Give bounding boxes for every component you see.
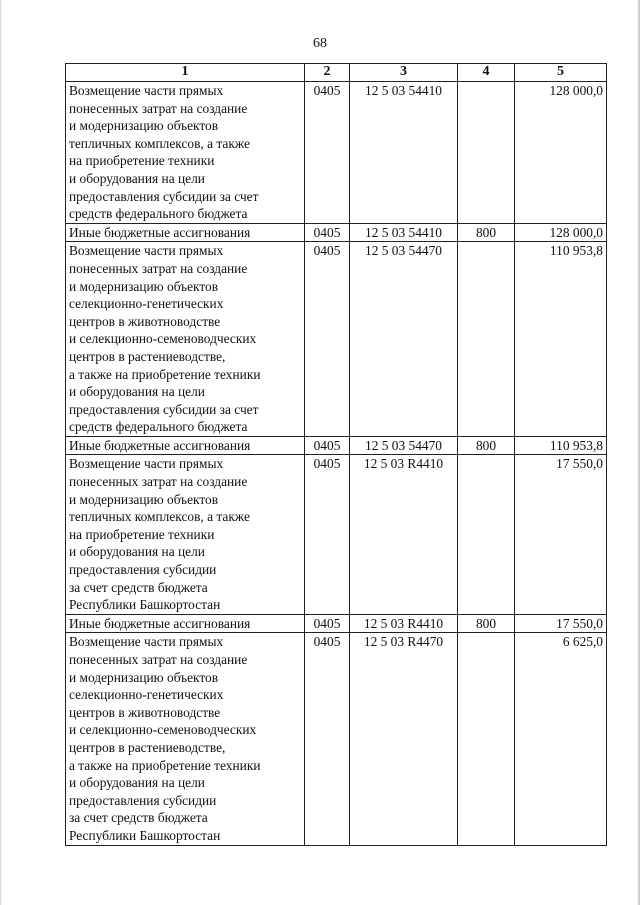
name-line: центров в животноводстве [69,704,221,720]
name-line: Возмещение части прямых [69,243,224,259]
header-col-4: 4 [458,64,515,82]
cell-amount: 128 000,0 [515,223,607,242]
name-line: тепличных комплексов, а также [69,135,250,151]
name-line: центров в растениеводстве, [69,739,226,755]
name-line: предоставления субсидии за счет [69,188,259,204]
cell-section: 0405 [305,455,350,614]
cell-amount: 17 550,0 [515,614,607,633]
name-line: центров в животноводстве [69,313,221,329]
cell-article: 12 5 03 54410 [350,223,458,242]
name-line: и модернизацию объектов [69,491,219,507]
name-line: на приобретение техники [69,526,215,542]
table-row [66,82,607,224]
name-line: тепличных комплексов, а также [69,509,250,525]
table-row [66,633,607,845]
table-row [66,223,607,242]
name-line: Республики Башкортостан [69,597,221,613]
name-line: Возмещение части прямых [69,456,224,472]
table-row [66,436,607,455]
name-line: и оборудования на цели [69,544,205,560]
name-line: Иные бюджетные ассигнования [69,224,251,240]
cell-section: 0405 [305,614,350,633]
name-line: понесенных затрат на создание [69,260,248,276]
cell-amount: 6 625,0 [515,633,607,845]
name-line: Иные бюджетные ассигнования [69,615,251,631]
page-number: 68 [313,36,327,51]
name-line: на приобретение техники [69,153,215,169]
cell-expense-type [458,242,515,437]
table-row [66,242,607,437]
name-line: средств федерального бюджета [69,419,248,435]
table-row [66,614,607,633]
name-line: и модернизацию объектов [69,118,219,134]
name-line: за счет средств бюджета [69,579,208,595]
scan-edge-left [0,0,2,905]
name-line: и модернизацию объектов [69,669,219,685]
cell-amount: 128 000,0 [515,82,607,224]
header-col-1: 1 [66,64,305,82]
cell-section: 0405 [305,223,350,242]
name-line: предоставления субсидии [69,792,217,808]
name-line: селекционно-генетических [69,296,224,312]
cell-article: 12 5 03 54470 [350,242,458,437]
header-col-5: 5 [515,64,607,82]
cell-name [66,436,305,455]
cell-section: 0405 [305,633,350,845]
name-line: понесенных затрат на создание [69,100,248,116]
cell-section: 0405 [305,436,350,455]
cell-expense-type: 800 [458,436,515,455]
cell-article: 12 5 03 R4410 [350,455,458,614]
name-line: и модернизацию объектов [69,278,219,294]
name-line: и селекционно-семеноводческих [69,722,257,738]
name-line: Возмещение части прямых [69,83,224,98]
name-line: и оборудования на цели [69,170,205,186]
name-line: центров в растениеводстве, [69,348,226,364]
cell-expense-type [458,82,515,224]
name-line: понесенных затрат на создание [69,474,248,490]
cell-section: 0405 [305,242,350,437]
name-line: Возмещение части прямых [69,634,224,650]
name-line: за счет средств бюджета [69,810,208,826]
cell-name [66,223,305,242]
name-line: Республики Башкортостан [69,827,221,843]
cell-name [66,633,305,845]
cell-article: 12 5 03 R4410 [350,614,458,633]
cell-expense-type: 800 [458,223,515,242]
cell-article: 12 5 03 R4470 [350,633,458,845]
cell-amount: 110 953,8 [515,242,607,437]
cell-name [66,242,305,437]
cell-expense-type: 800 [458,614,515,633]
name-line: предоставления субсидии [69,562,217,578]
cell-amount: 110 953,8 [515,436,607,455]
name-line: и селекционно-семеноводческих [69,331,257,347]
name-line: а также на приобретение техники [69,757,261,773]
cell-expense-type [458,455,515,614]
table-row [66,455,607,614]
name-line: предоставления субсидии за счет [69,401,259,417]
name-line: и оборудования на цели [69,775,205,791]
header-row [66,64,607,82]
name-line: понесенных затрат на создание [69,652,248,667]
budget-table [65,63,607,846]
header-col-2: 2 [305,64,350,82]
cell-name [66,82,305,224]
cell-amount: 17 550,0 [515,455,607,614]
table-body [66,82,607,846]
name-line: Иные бюджетные ассигнования [69,437,251,453]
header-col-3: 3 [350,64,458,82]
cell-article: 12 5 03 54470 [350,436,458,455]
cell-section: 0405 [305,82,350,224]
name-line: а также на приобретение техники [69,366,261,382]
cell-expense-type [458,633,515,845]
name-line: средств федерального бюджета [69,206,248,222]
cell-name [66,614,305,633]
cell-name [66,455,305,614]
name-line: и оборудования на цели [69,384,205,400]
cell-article: 12 5 03 54410 [350,82,458,224]
name-line: селекционно-генетических [69,687,224,703]
